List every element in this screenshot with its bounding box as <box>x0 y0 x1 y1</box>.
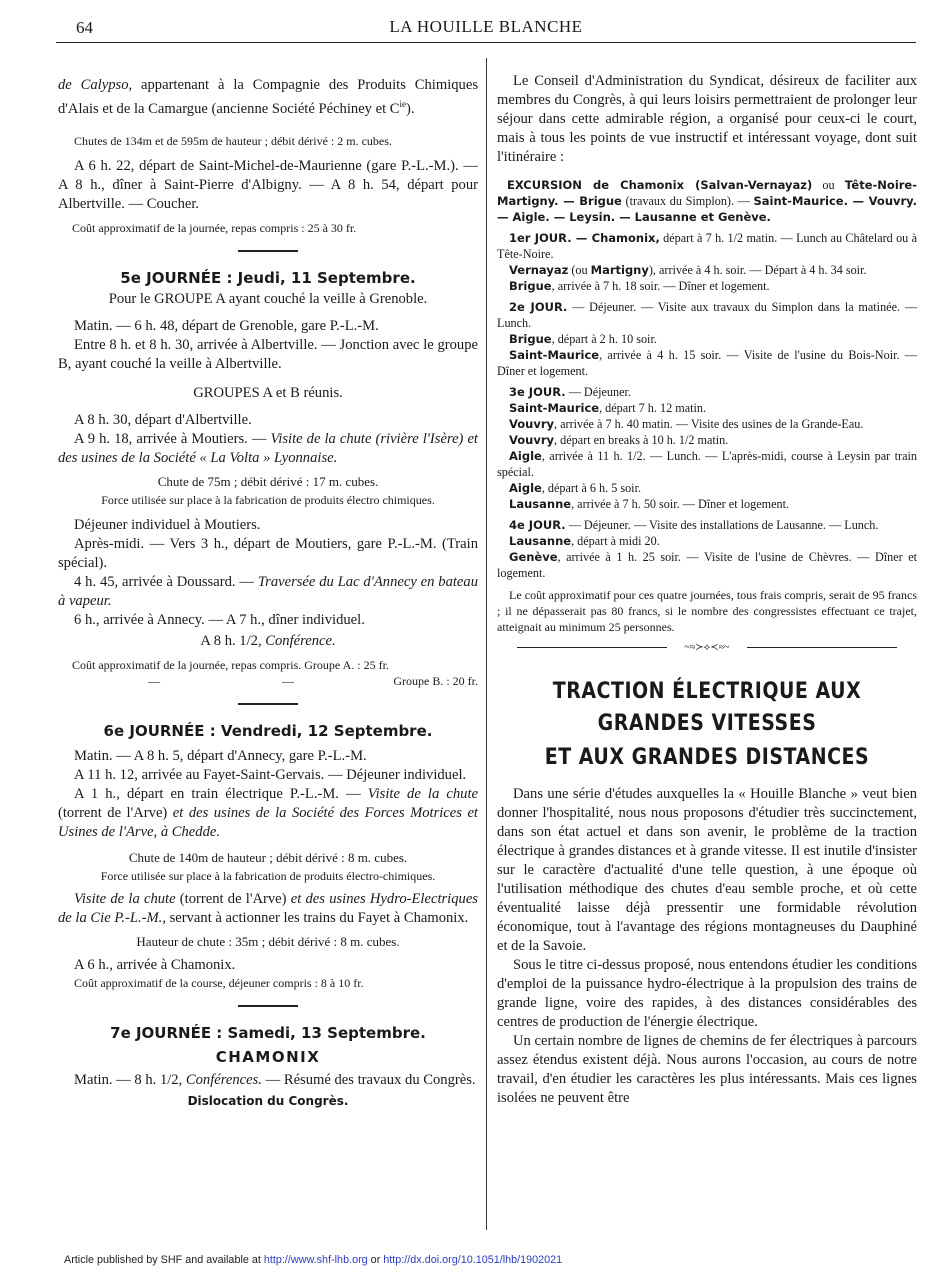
groupes-reunis: GROUPES A et B réunis. <box>193 384 343 401</box>
cout-groupe-a: Coût approximatif de la journée, repas compris. Groupe A. : 25 fr. <box>72 657 389 672</box>
itinerary-cost: Le coût approximatif pour ces quatre journées, tous frais compris, serait de 95 francs ; il ne dépasserait pas 80 francs, si le nombre des congressistes effectuant ce trajet, atteignait au minimum 25 personnes. <box>497 588 917 634</box>
itinerary-entry: Brigue, arrivée à 7 h. 18 soir. — Dîner et logement. <box>509 279 770 293</box>
chute-75-note: Chute de 75m ; débit dérivé : 17 m. cubes. <box>157 473 379 489</box>
journee-7-title: 7e JOURNÉE : Samedi, 13 Septembre. <box>110 1023 426 1042</box>
itinerary-entry: 1er JOUR. — Chamonix, départ à 7 h. 1/2 matin. — Lunch au Châtelard ou à Tête-Noire. <box>497 231 917 261</box>
column-divider <box>486 58 487 1230</box>
j6-matin: Matin. — A 8 h. 5, départ d'Annecy, gare P.-L.-M. <box>74 747 367 764</box>
chutes-note: Chutes de 134m et de 595m de hauteur ; débit dérivé : 2 m. cubes. <box>74 133 392 148</box>
j5-dejeuner: Déjeuner individuel à Moutiers. <box>74 516 261 533</box>
footer-attribution: Article published by SHF and available at http://www.shf-lhb.org or http://dx.doi.org/10.1051/lhb/1902021 <box>64 1254 563 1266</box>
j5-entre: Entre 8 h. et 8 h. 30, arrivée à Albertville. — Jonction avec le groupe B, ayant couché la veille à Albertville. <box>58 336 478 372</box>
j5-a445: 4 h. 45, arrivée à Doussard. — Traversée du Lac d'Annecy en bateau à vapeur. <box>58 573 478 609</box>
article-paragraph-1: Dans une série d'études auxquelles la « Houille Blanche » veut bien donner l'hospitalité, nous nous proposons d'étudier très succinctement, dans son état actuel et dans son avenir, le problème de la traction électrique à grandes distances et à grande vitesse. Il est inutile d'insister sur le caractère d'actualité d'une telle question, à une époque où l'utilisation méthodique des chutes d'eau semble proche, et où cette éventualité laisse déjà pressentir une formidable révolution économique, tout à l'avantage des régions montagneuses du Dauphiné et de la Savoie. <box>497 786 917 954</box>
j6-visite: Visite de la chute (torrent de l'Arve) et des usines Hydro-Electriques de la Cie P.-L.-M., servant à actionner les trains du Fayet à Chamonix. <box>58 890 478 926</box>
itinerary-entry: 4e JOUR. — Déjeuner. — Visite des installations de Lausanne. — Lunch. <box>509 518 879 532</box>
j5-a6h: 6 h., arrivée à Annecy. — A 7 h., dîner individuel. <box>74 611 365 628</box>
itinerary-entry: Vernayaz (ou Martigny), arrivée à 4 h. soir. — Départ à 4 h. 34 soir. <box>509 263 867 277</box>
journal-title: LA HOUILLE BLANCHE <box>389 17 583 36</box>
article-title-line-1: TRACTION ÉLECTRIQUE AUX GRANDES VITESSES <box>552 678 862 736</box>
ornament-icon: ~≈≻⟡≺≈~ <box>667 643 747 653</box>
j5-a830: A 8 h. 30, départ d'Albertville. <box>74 411 252 428</box>
conseil-paragraph: Le Conseil d'Administration du Syndicat, désireux de faciliter aux membres du Congrès, à qui leurs loisirs permettraient de prolonger leur séjour dans cette admirable région, a organisé pour ceux-ci le court, mais à tous les points de vue instructif et intéressant voyage, dont suit l'itinéraire : <box>497 73 917 165</box>
j5-a918: A 9 h. 18, arrivée à Moutiers. — Visite de la chute (rivière l'Isère) et des usines de la Société « La Volta » Lyonnaise. <box>58 430 478 466</box>
journee-5-title: 5e JOURNÉE : Jeudi, 11 Septembre. <box>120 268 416 287</box>
itinerary-entry: Saint-Maurice, arrivée à 4 h. 15 soir. — Visite de l'usine du Bois-Noir. — Dîner et logement. <box>497 348 917 378</box>
separator <box>238 1005 298 1007</box>
doi-link[interactable]: http://dx.doi.org/10.1051/lhb/1902021 <box>383 1254 563 1266</box>
groupe-a-line: Pour le GROUPE A ayant couché la veille à Grenoble. <box>108 290 428 307</box>
shf-link[interactable]: http://www.shf-lhb.org <box>263 1254 368 1266</box>
cout-groupe-b: Groupe B. : 20 fr. <box>393 673 478 688</box>
article-title <box>497 679 917 771</box>
j6-a6h: A 6 h., arrivée à Chamonix. <box>74 956 236 973</box>
force-note-2: Force utilisée sur place à la fabrication de produits électro-chimiques. <box>100 868 436 883</box>
article-title-line-2: ET AUX GRANDES DISTANCES <box>544 744 870 770</box>
force-note-1: Force utilisée sur place à la fabrication de produits électro chimiques. <box>101 492 435 507</box>
itinerary-entry: Genève, arrivée à 1 h. 25 soir. — Visite de l'usine de Chèvres. — Dîner et logement. <box>497 550 917 580</box>
j7-matin: Matin. — 8 h. 1/2, Conférences. — Résumé des travaux du Congrès. <box>74 1071 476 1088</box>
ornamental-rule <box>517 643 897 653</box>
hauteur-note: Hauteur de chute : 35m ; débit dérivé : 8 m. cubes. <box>136 933 400 949</box>
separator <box>238 250 298 252</box>
page-number: 64 <box>76 18 93 37</box>
itinerary-entry: Saint-Maurice, départ 7 h. 12 matin. <box>509 401 707 415</box>
itinerary-entry: Lausanne, arrivée à 7 h. 50 soir. — Dîner et logement. <box>509 497 790 511</box>
itinerary-entry: Lausanne, départ à midi 20. <box>509 534 660 548</box>
stmichel-paragraph: A 6 h. 22, départ de Saint-Michel-de-Maurienne (gare P.-L.-M.). — A 8 h., dîner à Saint-Pierre d'Albigny. — A 8 h. 54, départ pour Albertville. — Coucher. <box>58 157 478 212</box>
cout-journee-4: Coût approximatif de la journée, repas compris : 25 à 30 fr. <box>72 220 357 235</box>
article-paragraph-3: Un certain nombre de lignes de chemins de fer électriques à parcours assez étendus existent déjà. Nous aurons l'occasion, au cours de notre travail, d'en étudier les caractères les plus intéressants. Mais ces lignes isolées ne peuvent être <box>497 1033 917 1106</box>
chute-140-note: Chute de 140m de hauteur ; débit dérivé : 8 m. cubes. <box>128 849 408 865</box>
j6-cout: Coût approximatif de la course, déjeuner compris : 8 à 10 fr. <box>74 975 364 990</box>
j6-a11h: A 11 h. 12, arrivée au Fayet-Saint-Gervais. — Déjeuner individuel. <box>74 766 467 783</box>
separator <box>238 703 298 705</box>
page-header <box>56 16 916 40</box>
left-column <box>58 70 478 1110</box>
itinerary-entry: Brigue, départ à 2 h. 10 soir. <box>509 332 657 346</box>
itinerary-entry: 2e JOUR. — Déjeuner. — Visite aux travaux du Simplon dans la matinée. — Lunch. <box>497 300 918 330</box>
header-rule <box>56 42 916 43</box>
cout-groupe-b-row: — — Groupe B. : 20 fr. <box>148 673 478 688</box>
itinerary-entry: Aigle, départ à 6 h. 5 soir. <box>509 481 641 495</box>
j6-a1h: A 1 h., départ en train électrique P.-L.-M. — Visite de la chute (torrent de l'Arve) et des usines de la Société des Forces Motrices et Usines de l'Arve, à Chedde. <box>58 785 478 840</box>
excursion-heading: EXCURSION de Chamonix (Salvan-Vernayaz) ou Tête-Noire-Martigny. — Brigue (travaux du Simplon). — Saint-Maurice. — Vouvry. — Aigle. — Leysin. — Lausanne et Genève. <box>497 178 917 224</box>
article-paragraph-2: Sous le titre ci-dessus proposé, nous entendons étudier les conditions d'emploi de la puissance hydro-électrique à la propulsion des trains de grande ligne, voire des rapides, à des distances considérables des centres de production de l'énergie électrique. <box>497 957 917 1030</box>
itinerary-entry: Aigle, arrivée à 11 h. 1/2. — Lunch. — L'après-midi, course à Leysin par train spécial. <box>497 449 917 479</box>
itinerary-list <box>497 230 917 581</box>
j5-matin: Matin. — 6 h. 48, départ de Grenoble, gare P.-L.-M. <box>74 317 379 334</box>
right-column <box>497 70 917 1108</box>
intro-paragraph: de Calypso, appartenant à la Compagnie des Produits Chimiques d'Alais et de la Camargue (ancienne Société Péchiney et $C^{ie}$). <box>58 77 478 117</box>
dislocation-line: Dislocation du Congrès. <box>187 1093 349 1108</box>
j5-conference: A 8 h. 1/2, Conférence. <box>200 632 336 649</box>
itinerary-entry: 3e JOUR. — Déjeuner. <box>509 385 631 399</box>
j5-apres-midi: Après-midi. — Vers 3 h., départ de Moutiers, gare P.-L.-M. (Train spécial). <box>58 535 478 571</box>
chamonix-heading: CHAMONIX <box>215 1047 321 1066</box>
itinerary-entry: Vouvry, arrivée à 7 h. 40 matin. — Visite des usines de la Grande-Eau. <box>509 417 864 431</box>
itinerary-entry: Vouvry, départ en breaks à 10 h. 1/2 matin. <box>509 433 729 447</box>
journee-6-title: 6e JOURNÉE : Vendredi, 12 Septembre. <box>103 721 433 740</box>
